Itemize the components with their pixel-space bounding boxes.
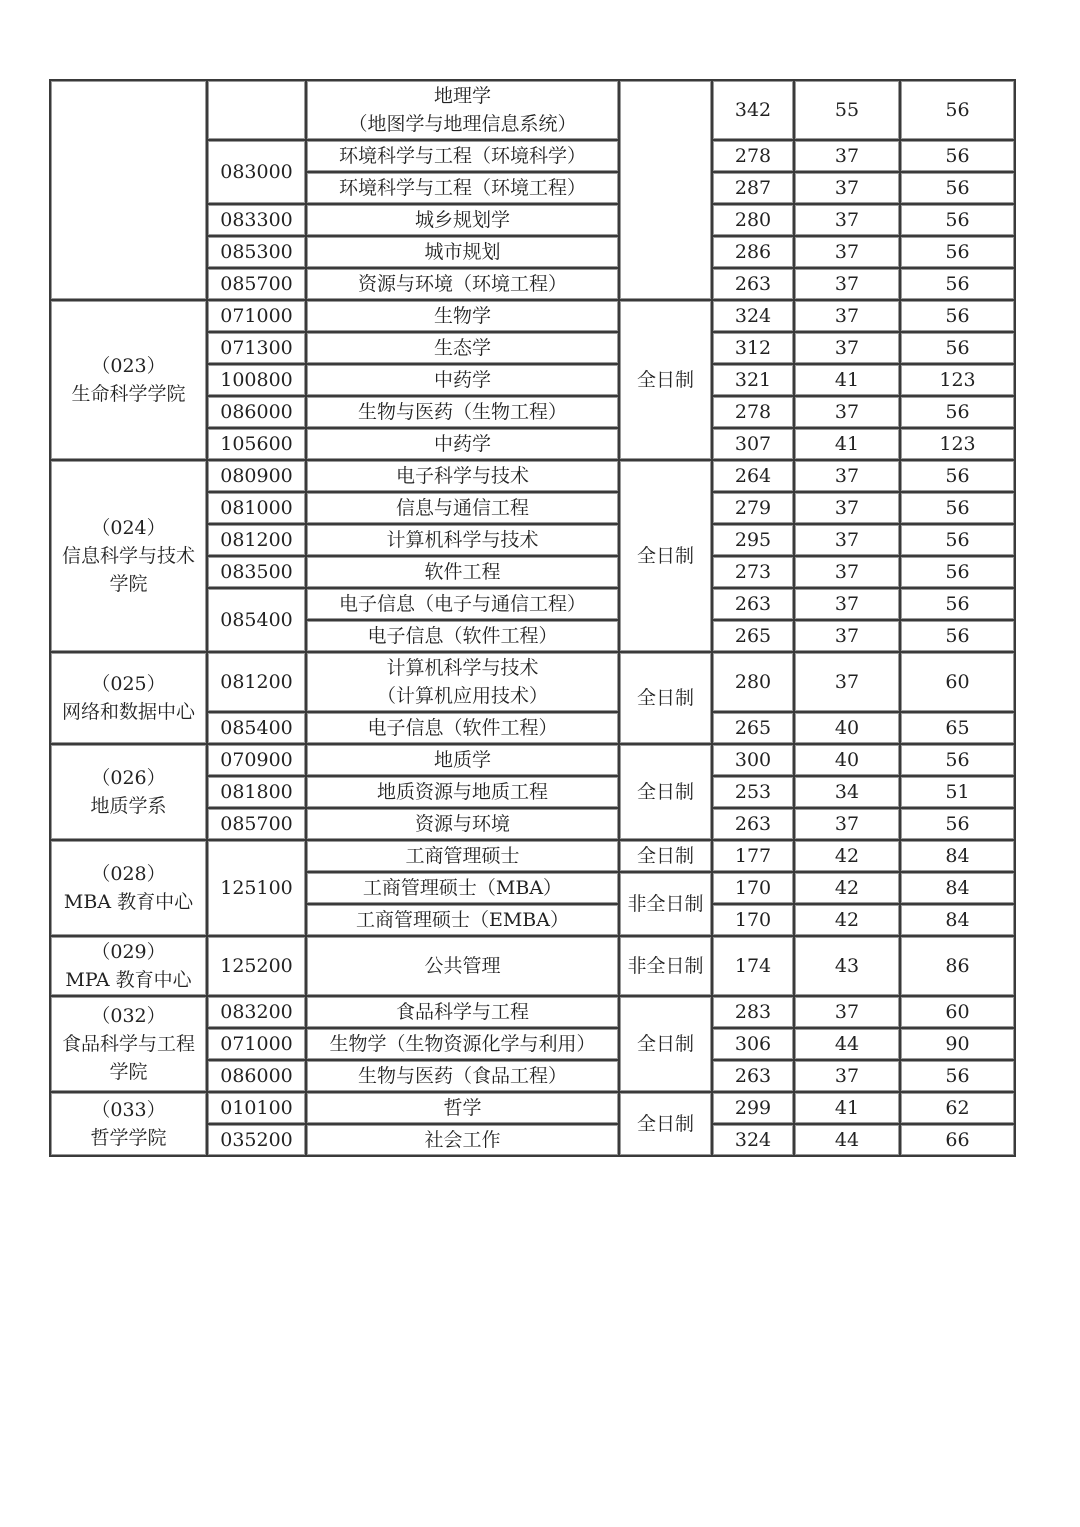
study-mode-cell: 全日制 <box>619 744 712 840</box>
department-cell: （028） MBA 教育中心 <box>50 840 207 936</box>
code-cell: 081200 <box>207 652 306 712</box>
single-score-cell: 40 <box>794 712 900 744</box>
total-score-cell: 264 <box>712 460 794 492</box>
total-score-cell: 283 <box>712 996 794 1028</box>
major-cell: 地质资源与地质工程 <box>306 776 619 808</box>
department-cell: （033） 哲学学院 <box>50 1092 207 1156</box>
department-cell: （029） MPA 教育中心 <box>50 936 207 996</box>
code-cell: 083500 <box>207 556 306 588</box>
single-score-cell: 37 <box>794 332 900 364</box>
table-row <box>50 744 1015 776</box>
total-score-cell: 263 <box>712 268 794 300</box>
major-cell: 中药学 <box>306 428 619 460</box>
single-score-cell: 37 <box>794 172 900 204</box>
code-cell: 071000 <box>207 1028 306 1060</box>
department-cell: （026） 地质学系 <box>50 744 207 840</box>
major-cell: 地质学 <box>306 744 619 776</box>
single-score-cell: 44 <box>794 1028 900 1060</box>
code-cell: 085700 <box>207 268 306 300</box>
single-score-cell: 37 <box>794 808 900 840</box>
total-score-cell: 300 <box>712 744 794 776</box>
code-cell: 081200 <box>207 524 306 556</box>
study-mode-cell: 全日制 <box>619 996 712 1092</box>
single-score-cell: 55 <box>794 80 900 140</box>
single-score-cell: 37 <box>794 620 900 652</box>
single-score-cell: 123 <box>900 364 1015 396</box>
total-score-cell: 287 <box>712 172 794 204</box>
single-score-cell: 43 <box>794 936 900 996</box>
single-score-cell: 37 <box>794 996 900 1028</box>
single-score-cell: 37 <box>794 140 900 172</box>
major-cell: 工商管理硕士（MBA） <box>306 872 619 904</box>
single-score-cell: 42 <box>794 872 900 904</box>
study-mode-cell: 非全日制 <box>619 936 712 996</box>
single-score-cell: 56 <box>900 204 1015 236</box>
major-cell: 工商管理硕士（EMBA） <box>306 904 619 936</box>
single-score-cell: 56 <box>900 744 1015 776</box>
table-row <box>50 1092 1015 1124</box>
single-score-cell: 84 <box>900 872 1015 904</box>
study-mode-cell: 全日制 <box>619 652 712 744</box>
single-score-cell: 37 <box>794 524 900 556</box>
single-score-cell: 56 <box>900 620 1015 652</box>
table-row <box>50 652 1015 712</box>
single-score-cell: 37 <box>794 460 900 492</box>
total-score-cell: 263 <box>712 808 794 840</box>
code-cell: 085400 <box>207 588 306 652</box>
single-score-cell: 62 <box>900 1092 1015 1124</box>
single-score-cell: 66 <box>900 1124 1015 1156</box>
major-cell: 哲学 <box>306 1092 619 1124</box>
total-score-cell: 307 <box>712 428 794 460</box>
code-cell: 081000 <box>207 492 306 524</box>
single-score-cell: 41 <box>794 428 900 460</box>
single-score-cell: 56 <box>900 556 1015 588</box>
code-cell: 083000 <box>207 140 306 204</box>
code-cell: 085400 <box>207 712 306 744</box>
total-score-cell: 324 <box>712 300 794 332</box>
total-score-cell: 278 <box>712 140 794 172</box>
total-score-cell: 278 <box>712 396 794 428</box>
single-score-cell: 90 <box>900 1028 1015 1060</box>
single-score-cell: 56 <box>900 492 1015 524</box>
score-table <box>49 79 1016 1157</box>
single-score-cell: 56 <box>900 1060 1015 1092</box>
total-score-cell: 342 <box>712 80 794 140</box>
total-score-cell: 263 <box>712 1060 794 1092</box>
total-score-cell: 279 <box>712 492 794 524</box>
single-score-cell: 37 <box>794 652 900 712</box>
single-score-cell: 42 <box>794 840 900 872</box>
single-score-cell: 37 <box>794 588 900 620</box>
major-cell: 环境科学与工程（环境科学） <box>306 140 619 172</box>
single-score-cell: 60 <box>900 652 1015 712</box>
total-score-cell: 265 <box>712 620 794 652</box>
major-cell: 生态学 <box>306 332 619 364</box>
single-score-cell: 56 <box>900 460 1015 492</box>
study-mode-cell: 非全日制 <box>619 872 712 936</box>
total-score-cell: 177 <box>712 840 794 872</box>
single-score-cell: 56 <box>900 332 1015 364</box>
single-score-cell: 65 <box>900 712 1015 744</box>
total-score-cell: 299 <box>712 1092 794 1124</box>
major-cell: 生物与医药（生物工程） <box>306 396 619 428</box>
single-score-cell: 56 <box>900 524 1015 556</box>
table-row <box>50 996 1015 1028</box>
code-cell: 080900 <box>207 460 306 492</box>
major-cell: 生物学 <box>306 300 619 332</box>
single-score-cell: 123 <box>900 428 1015 460</box>
single-score-cell: 37 <box>794 556 900 588</box>
single-score-cell: 56 <box>900 396 1015 428</box>
single-score-cell: 60 <box>900 996 1015 1028</box>
single-score-cell: 84 <box>900 904 1015 936</box>
major-cell: 计算机科学与技术 （计算机应用技术） <box>306 652 619 712</box>
study-mode-cell: 全日制 <box>619 460 712 652</box>
single-score-cell: 44 <box>794 1124 900 1156</box>
code-cell: 071300 <box>207 332 306 364</box>
major-cell: 电子科学与技术 <box>306 460 619 492</box>
total-score-cell: 253 <box>712 776 794 808</box>
single-score-cell: 56 <box>900 300 1015 332</box>
single-score-cell: 40 <box>794 744 900 776</box>
single-score-cell: 42 <box>794 904 900 936</box>
major-cell: 公共管理 <box>306 936 619 996</box>
total-score-cell: 174 <box>712 936 794 996</box>
single-score-cell: 37 <box>794 396 900 428</box>
single-score-cell: 37 <box>794 204 900 236</box>
table-row <box>50 936 1015 996</box>
study-mode-cell: 全日制 <box>619 840 712 872</box>
department-cell <box>50 80 207 300</box>
department-cell: （032） 食品科学与工程 学院 <box>50 996 207 1092</box>
major-cell: 地理学 （地图学与地理信息系统） <box>306 80 619 140</box>
single-score-cell: 37 <box>794 1060 900 1092</box>
total-score-cell: 170 <box>712 872 794 904</box>
code-cell: 125200 <box>207 936 306 996</box>
single-score-cell: 37 <box>794 236 900 268</box>
major-cell: 城乡规划学 <box>306 204 619 236</box>
major-cell: 工商管理硕士 <box>306 840 619 872</box>
major-cell: 资源与环境（环境工程） <box>306 268 619 300</box>
single-score-cell: 84 <box>900 840 1015 872</box>
major-cell: 生物与医药（食品工程） <box>306 1060 619 1092</box>
major-cell: 资源与环境 <box>306 808 619 840</box>
code-cell: 035200 <box>207 1124 306 1156</box>
total-score-cell: 312 <box>712 332 794 364</box>
total-score-cell: 280 <box>712 204 794 236</box>
total-score-cell: 280 <box>712 652 794 712</box>
code-cell: 086000 <box>207 1060 306 1092</box>
department-cell: （025） 网络和数据中心 <box>50 652 207 744</box>
total-score-cell: 306 <box>712 1028 794 1060</box>
total-score-cell: 286 <box>712 236 794 268</box>
code-cell: 010100 <box>207 1092 306 1124</box>
single-score-cell: 51 <box>900 776 1015 808</box>
major-cell: 电子信息（电子与通信工程） <box>306 588 619 620</box>
single-score-cell: 37 <box>794 300 900 332</box>
major-cell: 信息与通信工程 <box>306 492 619 524</box>
code-cell <box>207 80 306 140</box>
code-cell: 085700 <box>207 808 306 840</box>
code-cell: 070900 <box>207 744 306 776</box>
study-mode-cell: 全日制 <box>619 1092 712 1156</box>
table-row <box>50 840 1015 872</box>
major-cell: 电子信息（软件工程） <box>306 620 619 652</box>
total-score-cell: 273 <box>712 556 794 588</box>
single-score-cell: 56 <box>900 80 1015 140</box>
major-cell: 环境科学与工程（环境工程） <box>306 172 619 204</box>
single-score-cell: 56 <box>900 268 1015 300</box>
single-score-cell: 56 <box>900 140 1015 172</box>
major-cell: 社会工作 <box>306 1124 619 1156</box>
department-cell: （023） 生命科学学院 <box>50 300 207 460</box>
single-score-cell: 56 <box>900 588 1015 620</box>
code-cell: 105600 <box>207 428 306 460</box>
department-cell: （024） 信息科学与技术 学院 <box>50 460 207 652</box>
single-score-cell: 56 <box>900 236 1015 268</box>
single-score-cell: 86 <box>900 936 1015 996</box>
major-cell: 计算机科学与技术 <box>306 524 619 556</box>
major-cell: 电子信息（软件工程） <box>306 712 619 744</box>
code-cell: 071000 <box>207 300 306 332</box>
major-cell: 中药学 <box>306 364 619 396</box>
table-row <box>50 460 1015 492</box>
total-score-cell: 263 <box>712 588 794 620</box>
code-cell: 125100 <box>207 840 306 936</box>
single-score-cell: 41 <box>794 364 900 396</box>
major-cell: 食品科学与工程 <box>306 996 619 1028</box>
single-score-cell: 41 <box>794 1092 900 1124</box>
code-cell: 100800 <box>207 364 306 396</box>
total-score-cell: 170 <box>712 904 794 936</box>
code-cell: 086000 <box>207 396 306 428</box>
single-score-cell: 37 <box>794 492 900 524</box>
code-cell: 083200 <box>207 996 306 1028</box>
total-score-cell: 321 <box>712 364 794 396</box>
study-mode-cell: 全日制 <box>619 300 712 460</box>
total-score-cell: 265 <box>712 712 794 744</box>
total-score-cell: 324 <box>712 1124 794 1156</box>
code-cell: 085300 <box>207 236 306 268</box>
major-cell: 城市规划 <box>306 236 619 268</box>
major-cell: 软件工程 <box>306 556 619 588</box>
single-score-cell: 56 <box>900 172 1015 204</box>
single-score-cell: 56 <box>900 808 1015 840</box>
study-mode-cell <box>619 80 712 300</box>
code-cell: 081800 <box>207 776 306 808</box>
single-score-cell: 34 <box>794 776 900 808</box>
table-row <box>50 300 1015 332</box>
single-score-cell: 37 <box>794 268 900 300</box>
table-row <box>50 80 1015 140</box>
major-cell: 生物学（生物资源化学与利用） <box>306 1028 619 1060</box>
code-cell: 083300 <box>207 204 306 236</box>
total-score-cell: 295 <box>712 524 794 556</box>
